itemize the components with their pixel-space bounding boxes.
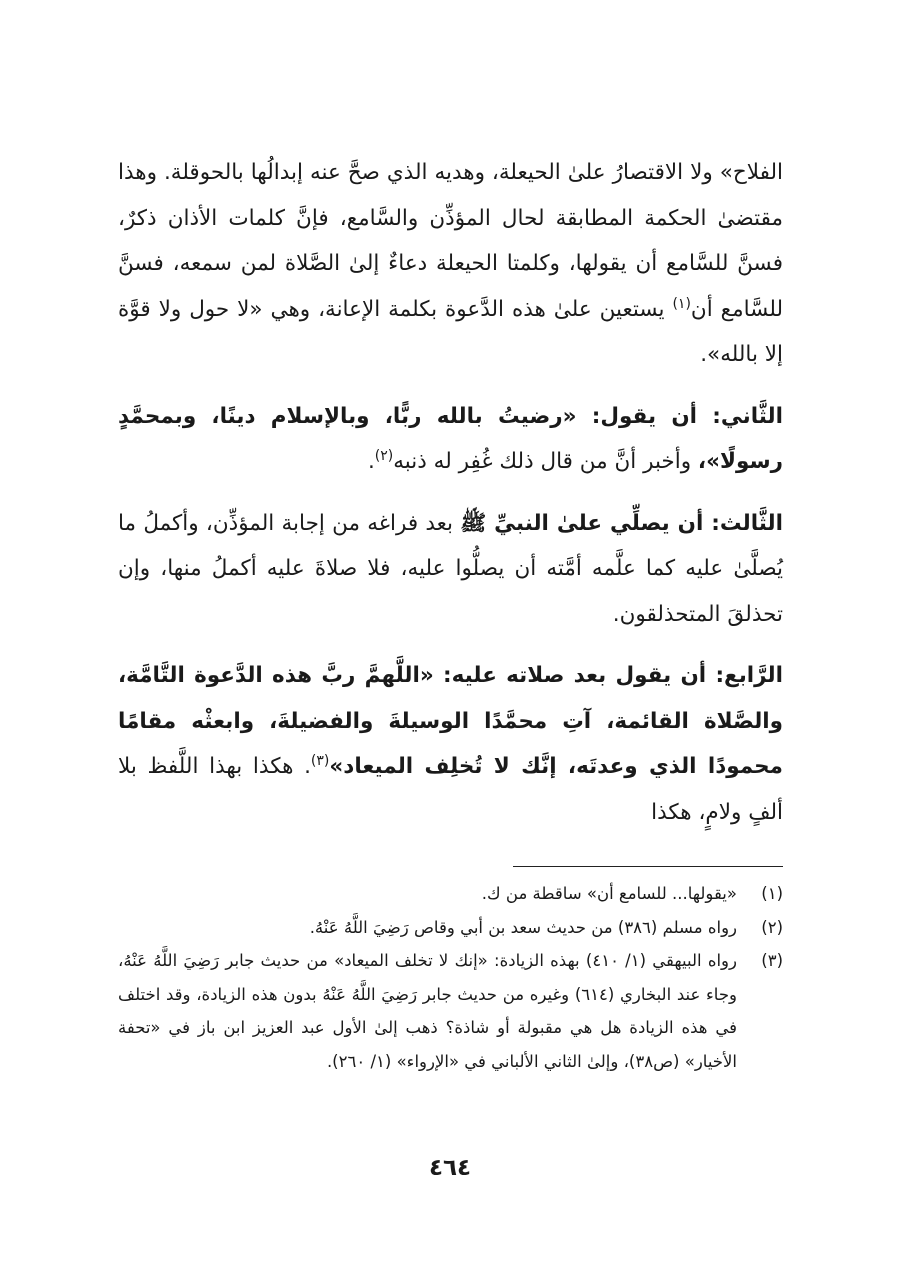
footnote-text: رواه مسلم (٣٨٦) من حديث سعد بن أبي وقاص رَضِيَ اللَّهُ عَنْهُ. xyxy=(309,917,737,937)
footnote-number: (٢) xyxy=(761,917,783,937)
footnote-text: «يقولها... للسامع أن» ساقطة من ك. xyxy=(481,884,737,903)
paragraph-4 xyxy=(118,653,783,835)
paragraph-text: الفلاح» ولا الاقتصارُ علىٰ الحيعلة، وهديه الذي صحَّ عنه إبدالُها بالحوقلة. xyxy=(163,160,783,185)
footnote-marker: (٣) xyxy=(310,752,330,769)
footnote-marker: (١) xyxy=(672,295,691,312)
footnote-2 xyxy=(118,911,783,945)
footnote-text: رواه البيهقي (١/ ٤١٠) بهذه الزيادة: «إنك لا تخلف الميعاد» من حديث جابر رَضِيَ اللَّهُ عَنْهُ، وجاء عند البخاري (٦١٤) وغيره من حديث جابر رَضِيَ اللَّهُ عَنْهُ بدون هذه الزيادة، وقد اختلف في هذه الزيادة هل هي مقبولة أو شاذة؟ ذهب إلىٰ الأول عبد العزيز ابن باز في «تحفة الأخيار» (ص٣٨)، وإلىٰ الثاني الألباني في «الإرواء» (١/ ٢٦٠). xyxy=(118,951,737,1071)
main-text xyxy=(118,150,783,835)
page-number: ٤٦٤ xyxy=(428,1155,472,1181)
paragraph-text: وأخبر أنَّ من قال ذلك غُفِر له ذنبه xyxy=(393,449,698,474)
paragraph-lead: الرَّابع: أن يقول بعد صلاته عليه: «اللَّهمَّ ربَّ هذه الدَّعوة التَّامَّة، والصَّلاة القائمة، آتِ محمَّدًا الوسيلةَ والفضيلةَ، وابعثْه مقامًا محمودًا الذي وعدتَه، إنَّك لا تُخلِف الميعاد» xyxy=(118,663,783,779)
footnote-3 xyxy=(118,944,783,1078)
paragraph-text: بعد فراغه من إجابة المؤذِّن، وأكملُ ما يُصلَّىٰ عليه كما علَّمه أمَّته أن يصلُّوا عليه، فلا صلاةَ عليه أكملُ منها، وإن تحذلقَ المتحذلقون. xyxy=(118,510,783,627)
paragraph-lead: الثَّالث: أن يصلِّي علىٰ النبيِّ ﷺ xyxy=(460,510,783,536)
footnote-1 xyxy=(118,877,783,911)
paragraph-text: وهذا مقتضىٰ الحكمة المطابقة لحال المؤذِّن والسَّامع، فإنَّ كلمات الأذان ذكرٌ، فسنَّ للسَّامع أن يقولها، وكلمتا الحيعلة دعاءٌ إلىٰ الصَّلاة لمن سمعه، فسنَّ للسَّامع أن xyxy=(118,160,783,322)
paragraph-text: . هكذا بهذا اللَّفظ بلا ألفٍ ولامٍ، هكذا xyxy=(118,754,783,825)
paragraph-lead: الثَّاني: أن يقول: «رضيتُ بالله ربًّا، وبالإسلام دينًا، وبمحمَّدٍ رسولًا»، xyxy=(118,403,783,474)
footnote-number: (٣) xyxy=(761,951,783,970)
paragraph-text: يستعين علىٰ هذه الدَّعوة بكلمة الإعانة، وهي «لا حول ولا قوَّة إلا بالله». xyxy=(118,296,783,367)
footnotes xyxy=(118,877,783,1078)
footnote-marker: (٢) xyxy=(374,447,394,464)
paragraph-2 xyxy=(118,394,783,485)
paragraph-1 xyxy=(118,150,783,378)
paragraph-3 xyxy=(118,501,783,638)
footnote-number: (١) xyxy=(761,884,783,903)
footnote-divider xyxy=(513,866,783,867)
paragraph-text: . xyxy=(367,449,375,474)
